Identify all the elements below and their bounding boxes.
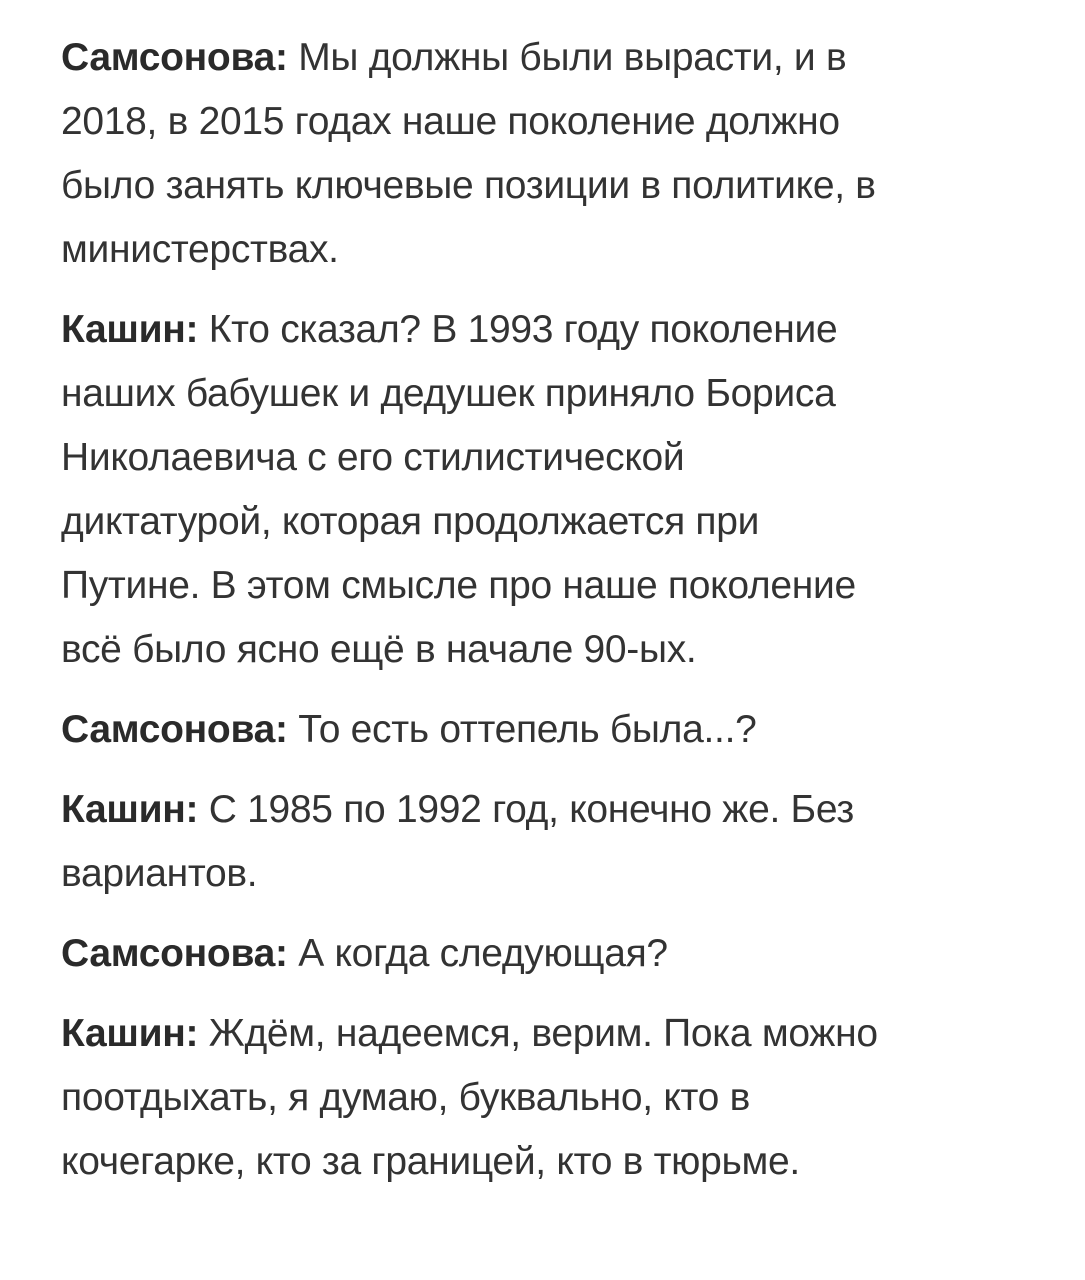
speaker-name: Самсонова: — [61, 932, 288, 975]
text-line — [61, 698, 1061, 762]
text-line — [61, 26, 1061, 90]
text-line — [61, 778, 1061, 842]
dialogue-paragraph — [61, 26, 1061, 282]
dialogue-paragraph — [61, 698, 1061, 762]
text-line: наших бабушек и дедушек приняло Бориса — [61, 372, 836, 415]
dialogue-paragraph — [61, 1002, 1061, 1194]
utterance-text: Кто сказал? В 1993 году поколение — [198, 308, 838, 351]
text-line: всё было ясно ещё в начале 90-ых. — [61, 628, 697, 671]
speaker-name: Кашин: — [61, 1012, 199, 1055]
text-line: вариантов. — [61, 852, 258, 895]
text-line: министерствах. — [61, 228, 339, 271]
text-line: было занять ключевые позиции в политике, в — [61, 164, 876, 207]
text-line — [61, 1002, 1061, 1066]
dialogue-paragraph — [61, 298, 1061, 682]
utterance-text: А когда следующая? — [287, 932, 668, 975]
text-line: 2018, в 2015 годах наше поколение должно — [61, 100, 840, 143]
text-line — [61, 298, 1061, 362]
speaker-name: Кашин: — [61, 308, 199, 351]
text-line: Путине. В этом смысле про наше поколение — [61, 564, 856, 607]
text-line: кочегарке, кто за границей, кто в тюрьме. — [61, 1140, 800, 1183]
dialogue-paragraph — [61, 922, 1061, 986]
utterance-text: То есть оттепель была...? — [287, 708, 757, 751]
speaker-name: Кашин: — [61, 788, 199, 831]
interview-transcript — [61, 26, 1061, 1210]
dialogue-paragraph — [61, 778, 1061, 906]
speaker-name: Самсонова: — [61, 708, 288, 751]
text-line: Николаевича с его стилистической — [61, 436, 685, 479]
utterance-text: Ждём, надеемся, верим. Пока можно — [198, 1012, 878, 1055]
text-line: поотдыхать, я думаю, буквально, кто в — [61, 1076, 750, 1119]
text-line — [61, 922, 1061, 986]
speaker-name: Самсонова: — [61, 36, 288, 79]
utterance-text: С 1985 по 1992 год, конечно же. Без — [198, 788, 854, 831]
utterance-text: Мы должны были вырасти, и в — [287, 36, 847, 79]
text-line: диктатурой, которая продолжается при — [61, 500, 760, 543]
